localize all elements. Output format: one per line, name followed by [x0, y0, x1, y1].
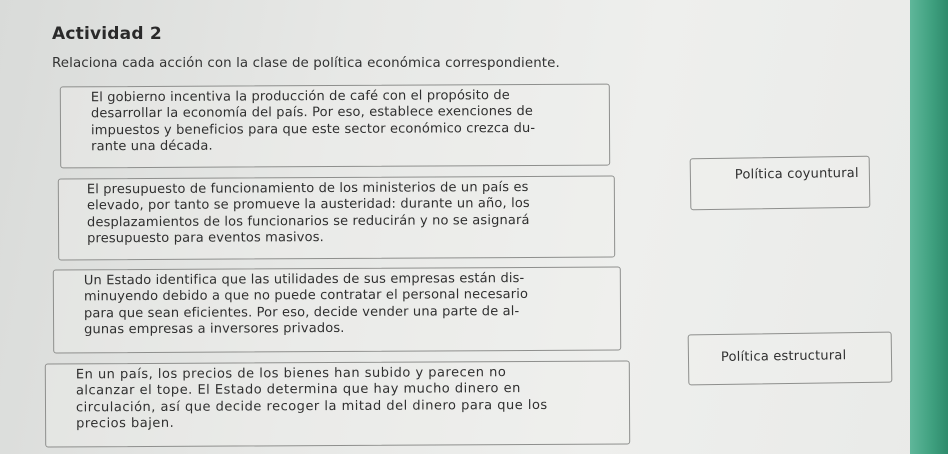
policy-option-estructural[interactable]: Política estructural — [688, 332, 893, 386]
statement-box-4[interactable] — [45, 360, 630, 447]
statement-line: desarrollar la economía del país. Por eso, establece exenciones de — [90, 104, 534, 122]
statement-line: impuestos y beneficios para que este sector económico crezca du- — [90, 120, 536, 139]
statement-line: para que sean eficientes. Por eso, decide vender una parte de al- — [83, 303, 520, 322]
statement-line: alcanzar el tope. El Estado determina que hay mucho dinero en — [75, 381, 521, 399]
statement-box-3[interactable] — [53, 267, 621, 354]
statement-line: elevado, por tanto se promueve la austeridad: durante un año, los — [86, 196, 530, 214]
activity-instruction: Relaciona cada acción con la clase de política económica correspondiente. — [52, 56, 560, 71]
policy-option-coyuntural[interactable]: Política coyuntural — [690, 156, 871, 211]
statement-line: rante una década. — [91, 138, 213, 155]
notebook-edge — [910, 0, 948, 454]
statement-line: gunas empresas a inversores privados. — [84, 321, 345, 338]
statement-line: En un país, los precios de los bienes han subido y parecen no — [75, 365, 507, 383]
statement-box-1[interactable] — [60, 84, 610, 169]
statement-line: presupuesto para eventos masivos. — [87, 230, 324, 247]
statement-line: Un Estado identifica que las utilidades de sus empresas están dis- — [83, 271, 525, 289]
statement-line: minuyendo debido a que no puede contratar el personal necesario — [83, 287, 529, 305]
statement-box-2[interactable] — [58, 176, 615, 261]
statement-line: El presupuesto de funcionamiento de los ministerios de un país es — [86, 179, 529, 198]
statement-line: circulación, así que decide recoger la mitad del dinero para que los — [75, 397, 548, 416]
statement-line: precios bajen. — [76, 416, 175, 432]
statement-line: desplazamientos de los funcionarios se reducirán y no se asignará — [86, 212, 530, 231]
activity-title: Actividad 2 — [52, 24, 162, 44]
statement-line: El gobierno incentiva la producción de café con el propósito de — [90, 88, 510, 106]
